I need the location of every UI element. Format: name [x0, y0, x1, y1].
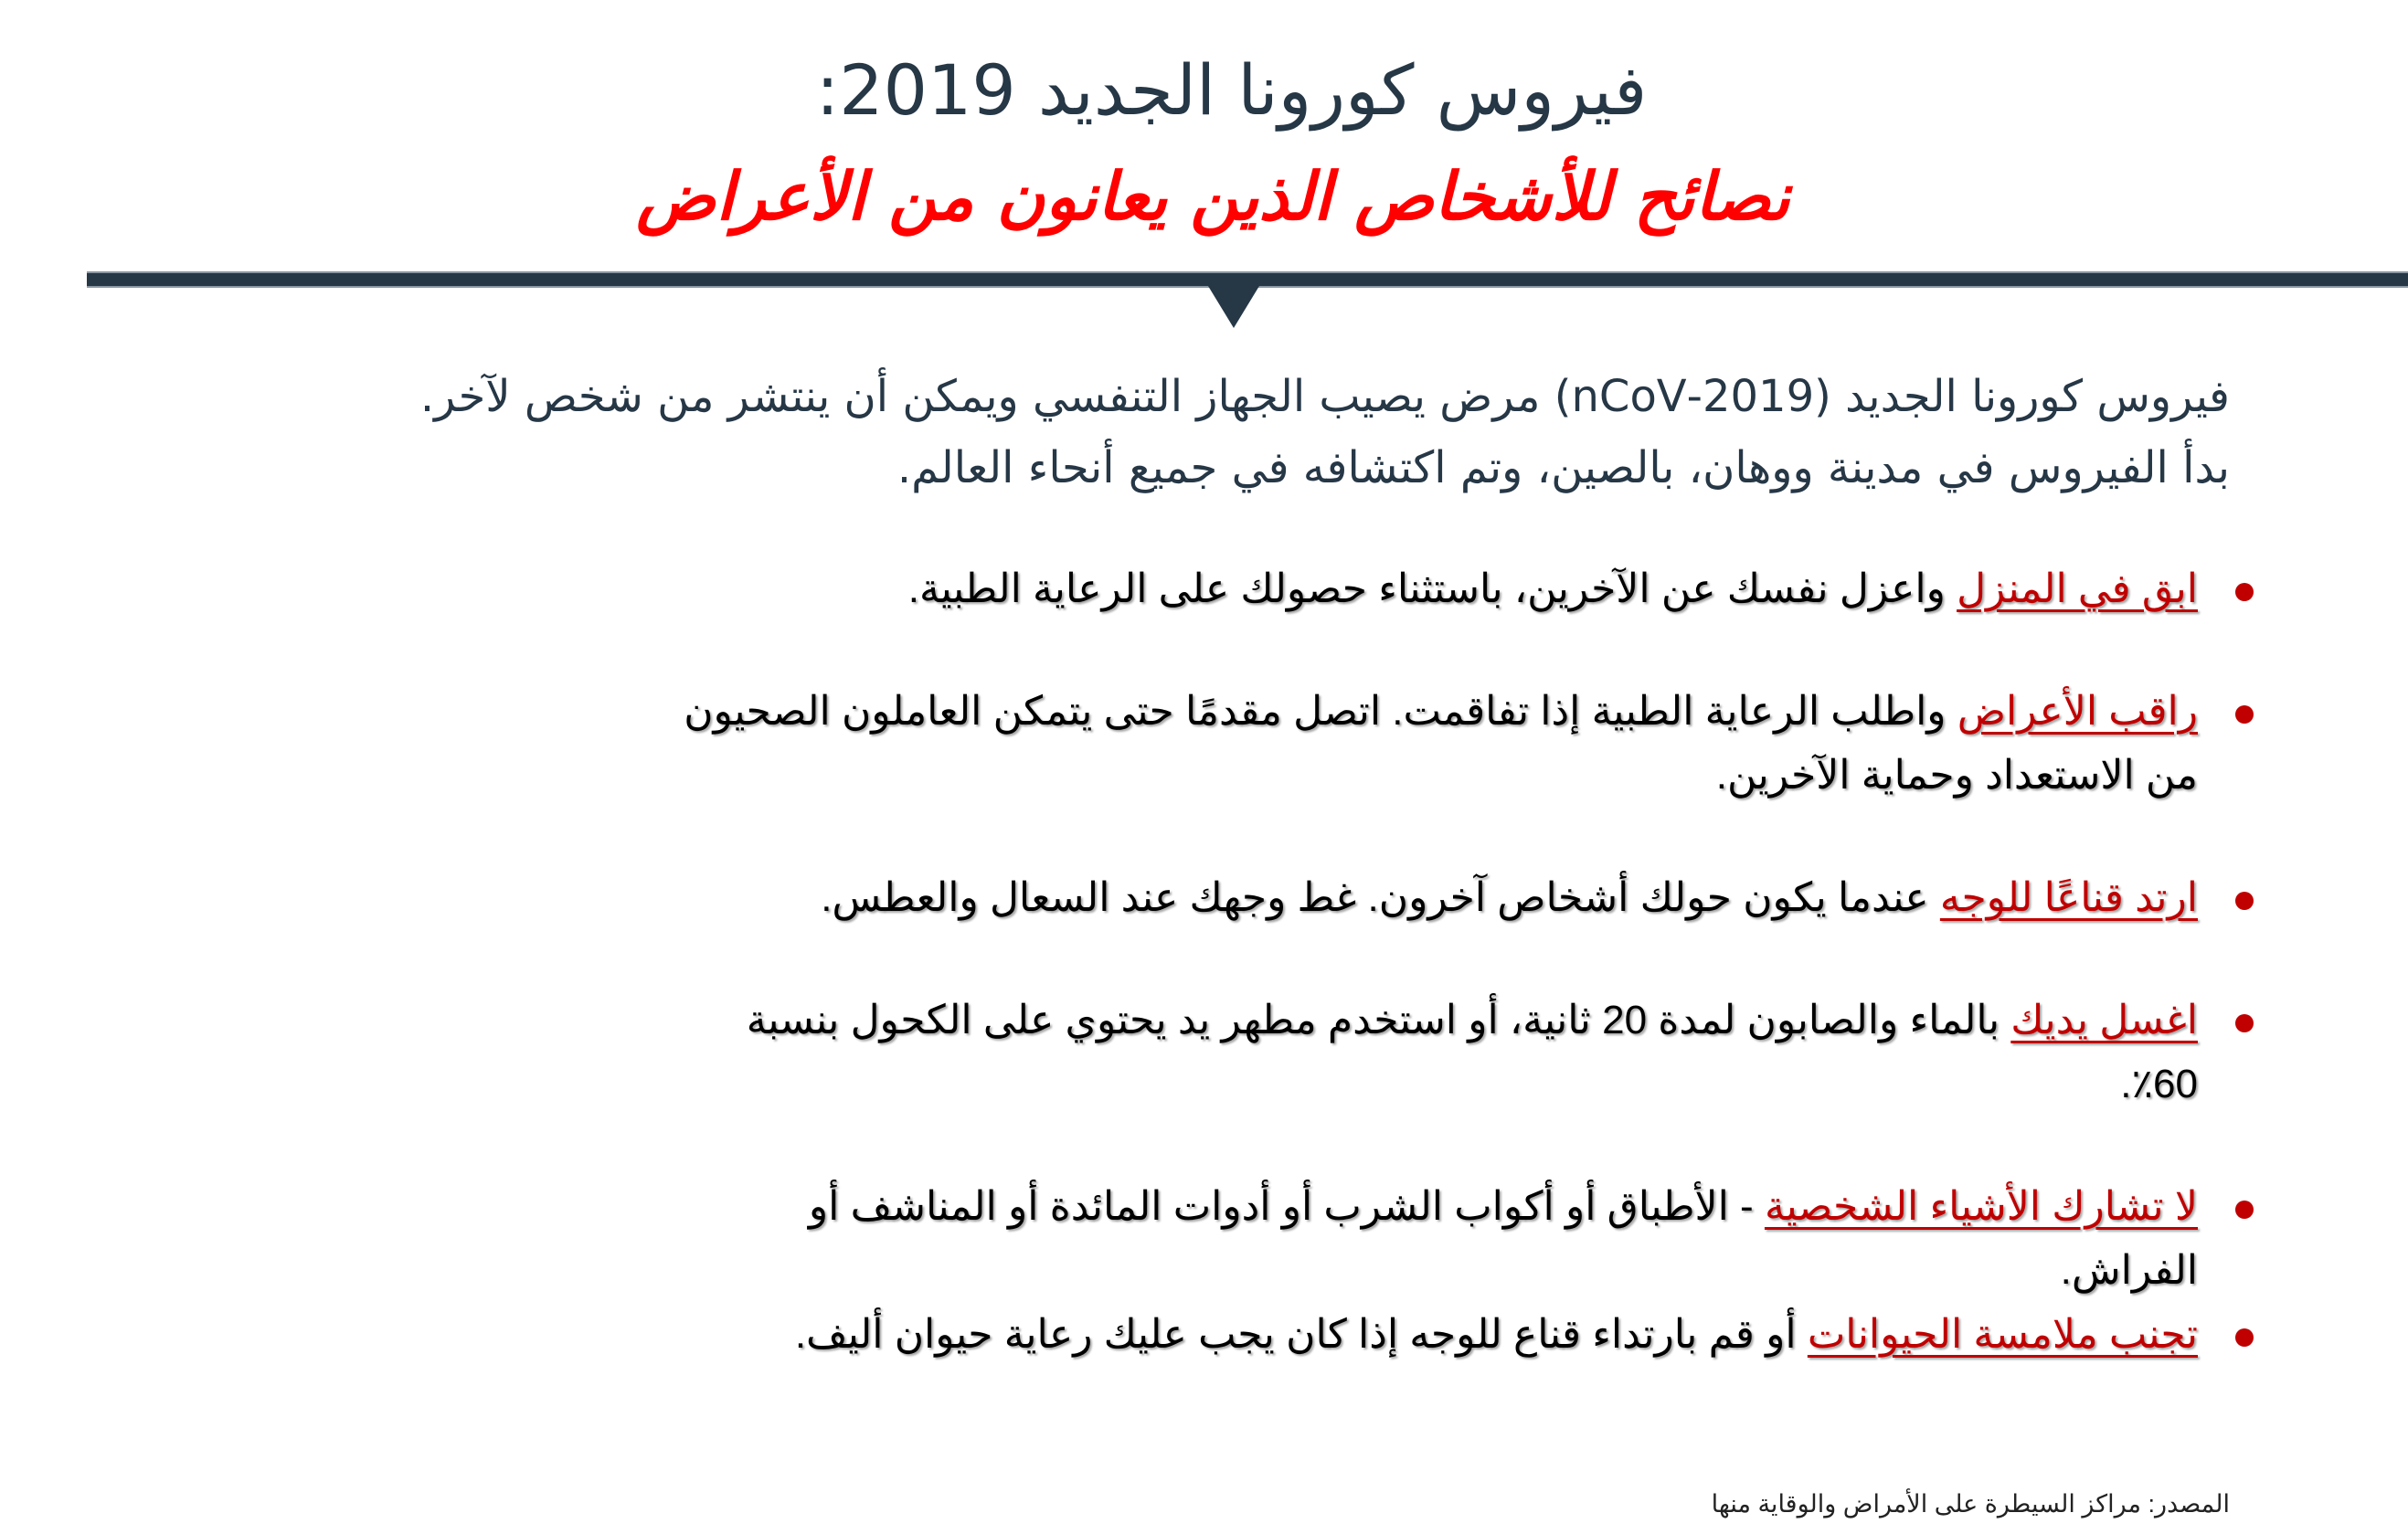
- tip-link-dont-share-items[interactable]: لا تشارك الأشياء الشخصية: [1764, 1184, 2198, 1229]
- source-note: المصدر: مراكز السيطرة على الأمراض والوقاية منها: [1711, 1490, 2230, 1518]
- tip-link-wear-facemask[interactable]: ارتد قناعًا للوجه: [1939, 875, 2198, 920]
- bullet-dot-icon: [2235, 1014, 2254, 1032]
- list-item: [676, 680, 2230, 808]
- tip-text: بالماء والصابون لمدة 20 ثانية، أو استخدم مطهر يد يحتوي على الكحول بنسبة 60٪.: [746, 998, 2198, 1106]
- tip-text: واطلب الرعاية الطبية إذا تفاقمت. اتصل مقدمًا حتى يتمكن العاملون الصحيون من الاستعداد وحماية الآخرين.: [684, 689, 2198, 798]
- page-title: فيروس كورونا الجديد 2019:: [815, 49, 1648, 131]
- bullet-dot-icon: [2235, 1201, 2254, 1219]
- tip-link-avoid-animals[interactable]: تجنب ملامسة الحيوانات: [1807, 1312, 2198, 1357]
- list-item: [676, 1303, 2230, 1367]
- tips-list: [676, 557, 2230, 1367]
- tip-text: - الأطباق أو أكواب الشرب أو أدوات المائدة أو المناشف أو الفراش.: [808, 1184, 2198, 1293]
- tip-text: أو قم بارتداء قناع للوجه إذا كان يجب عليك رعاية حيوان أليف.: [794, 1312, 1808, 1357]
- tip-link-wash-hands[interactable]: اغسل يديك: [2010, 998, 2198, 1042]
- list-item: [676, 989, 2230, 1116]
- list-item: [676, 866, 2230, 930]
- list-item: [676, 1175, 2230, 1303]
- tip-text: عندما يكون حولك أشخاص آخرون. غط وجهك عند السعال والعطس.: [821, 875, 1940, 920]
- bullet-dot-icon: [2235, 1328, 2254, 1347]
- intro-paragraph: فيروس كورونا الجديد (2019-nCoV) مرض يصيب الجهاز التنفسي ويمكن أن ينتشر من شخص لآخر. بدأ الفيروس في مدينة ووهان، بالصين، وتم اكتشافه في جميع أنحاء العالم.: [419, 371, 2230, 493]
- tip-link-monitor-symptoms[interactable]: راقب الأعراض: [1957, 689, 2198, 734]
- bullet-dot-icon: [2235, 583, 2254, 601]
- list-item: [676, 557, 2230, 621]
- bullet-dot-icon: [2235, 892, 2254, 910]
- divider-notch-arrow-icon: [1208, 286, 1259, 328]
- page-subtitle: نصائح للأشخاص الذين يعانون من الأعراض: [636, 158, 1790, 235]
- tip-text: واعزل نفسك عن الآخرين، باستثناء حصولك على الرعاية الطبية.: [907, 566, 1957, 611]
- bullet-dot-icon: [2235, 705, 2254, 724]
- tip-link-stay-home[interactable]: ابق في المنزل: [1957, 566, 2198, 611]
